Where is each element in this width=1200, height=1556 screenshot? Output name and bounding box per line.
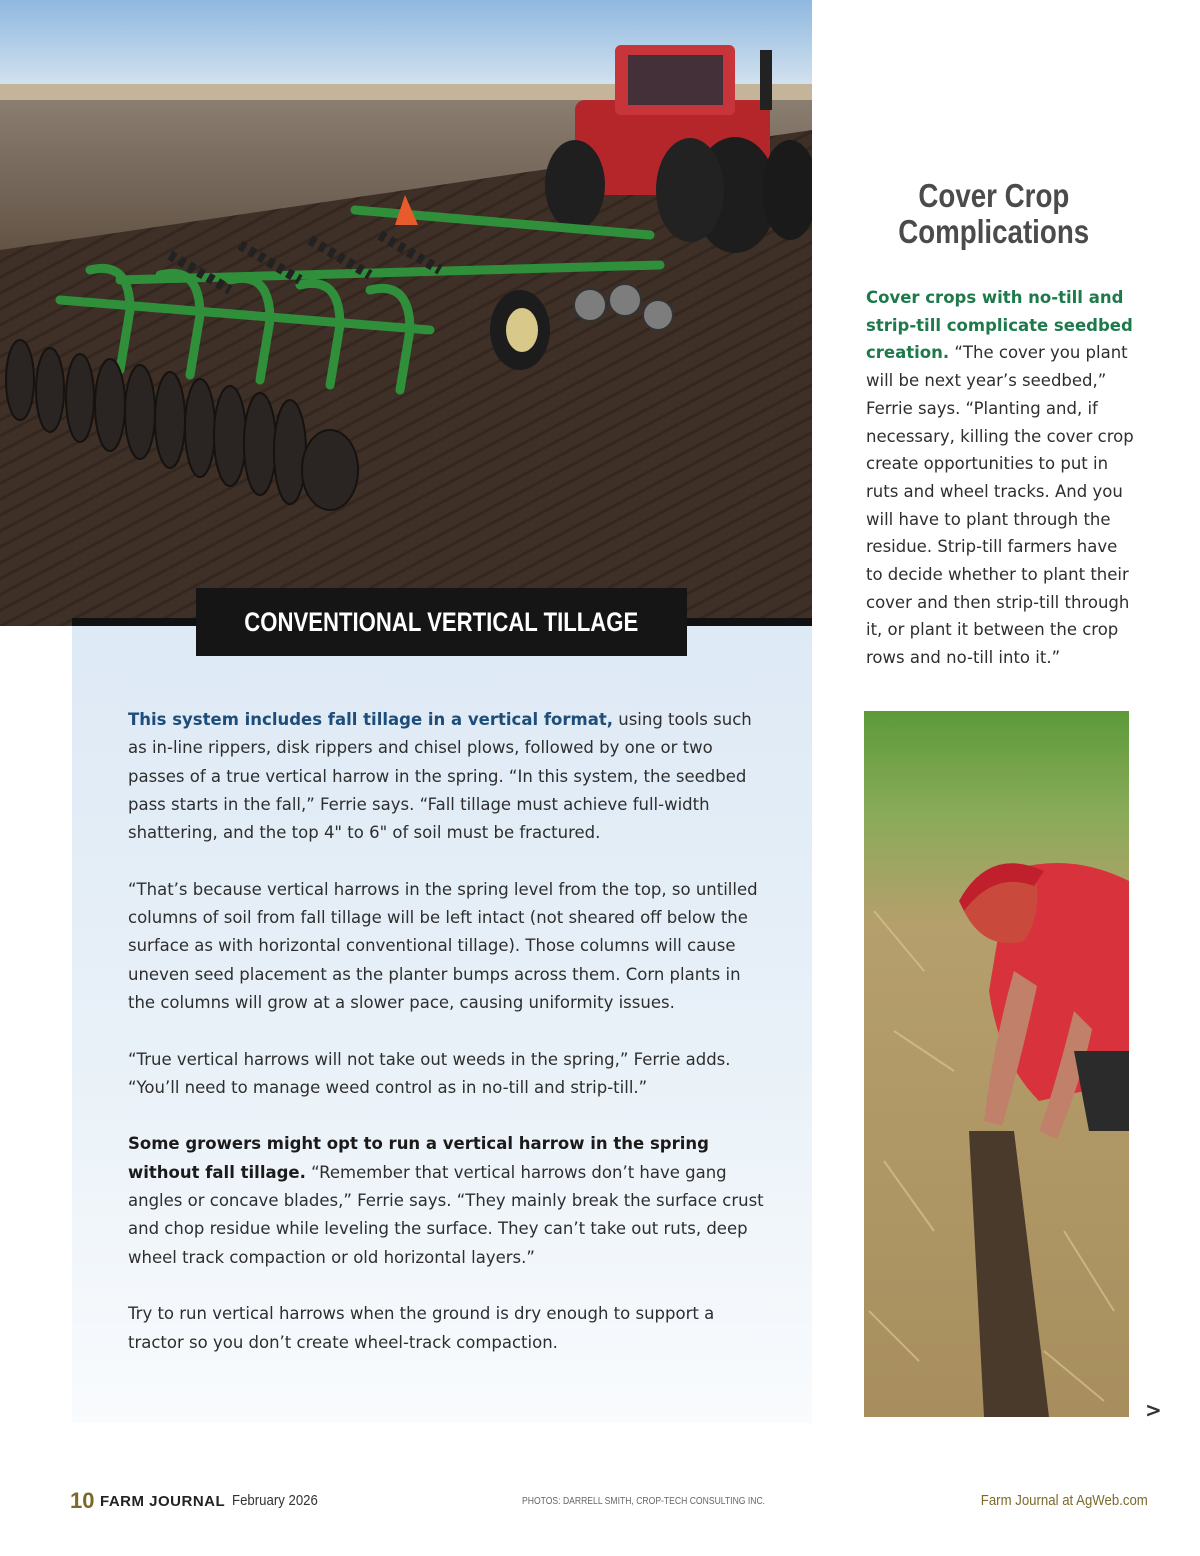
sidebar-title-box (196, 588, 687, 656)
next-page-arrow[interactable]: > (1145, 1398, 1162, 1422)
cover-crop-body (866, 284, 1134, 672)
paragraph-text: Try to run vertical harrows when the ground is dry enough to support a tractor so you don’t create wheel-track compaction. (128, 1304, 715, 1352)
sidebar-title: CONVENTIONAL VERTICAL TILLAGE (244, 606, 639, 637)
page-number: 10 (70, 1488, 95, 1513)
paragraph-lead: This system includes fall tillage in a vertical format, (128, 710, 613, 729)
cover-crop-title-line2: Complications (898, 213, 1090, 250)
paragraph-text: “True vertical harrows will not take out weeds in the spring,” Ferrie adds. “You’ll need to manage weed control as in no-till and strip-till.” (128, 1049, 731, 1097)
sidebar-body (128, 706, 768, 1385)
issue-date (232, 1492, 330, 1509)
paragraph (128, 1130, 768, 1271)
paragraph-text: using tools such as in-line rippers, disk rippers and chisel plows, followed by one or two passes of a true vertical harrow in the spring. “In this system, the seedbed pass starts in the fall,” Ferrie says. “Fall tillage must achieve full-width shattering, and the top 4" to 6" of soil must be fractured. (128, 710, 752, 843)
paragraph (128, 1300, 768, 1357)
farmer-planting-photo (864, 711, 1129, 1417)
paragraph-text: “That’s because vertical harrows in the spring level from the top, so untilled columns of soil from fall tillage will be left intact (not sheared off below the surface as with horizontal conventional tillage). Those columns will cause uneven seed placement as the planter bumps across them. Corn plants in the columns will grow at a slower pace, causing uniformity issues. (128, 879, 758, 1012)
tractor-tillage-photo (0, 0, 812, 626)
brand-name: FARM JOURNAL (100, 1493, 226, 1510)
paragraph (128, 1046, 768, 1103)
paragraph-lead: Some growers might opt to run a vertical harrow in the spring without fall tillage. (128, 1134, 709, 1182)
paragraph (128, 876, 768, 1017)
cover-crop-lead: Cover crops with no-till and strip-till complicate seedbed creation. (866, 288, 1133, 363)
cover-crop-title-line1: Cover Crop (918, 177, 1070, 214)
page-footer (0, 1488, 1200, 1518)
photo-credit (522, 1496, 805, 1507)
issue-date-text: February 2026 (232, 1492, 318, 1509)
site-link[interactable] (958, 1492, 1148, 1509)
cover-crop-text: “The cover you plant will be next year’s seedbed,” Ferrie says. “Planting and, if necessary, killing the cover crop create opportunities to put in ruts and wheel tracks. And you will have to plant through the residue. Strip-till farmers have to decide whether to plant their cover and then strip-till through it, or plant it between the crop rows and no-till into it.” (866, 343, 1134, 668)
paragraph-text: “Remember that vertical harrows don’t have gang angles or concave blades,” Ferrie says. “They mainly break the surface crust and chop residue while leveling the surface. They can’t take out ruts, deep wheel track compaction or old horizontal layers.” (128, 1162, 764, 1267)
paragraph (128, 706, 768, 847)
site-link-text[interactable]: Farm Journal at AgWeb.com (980, 1492, 1148, 1509)
cover-crop-title (866, 178, 1122, 250)
photo-credit-text: PHOTOS: DARRELL SMITH, CROP-TECH CONSULTING INC. (522, 1496, 766, 1507)
